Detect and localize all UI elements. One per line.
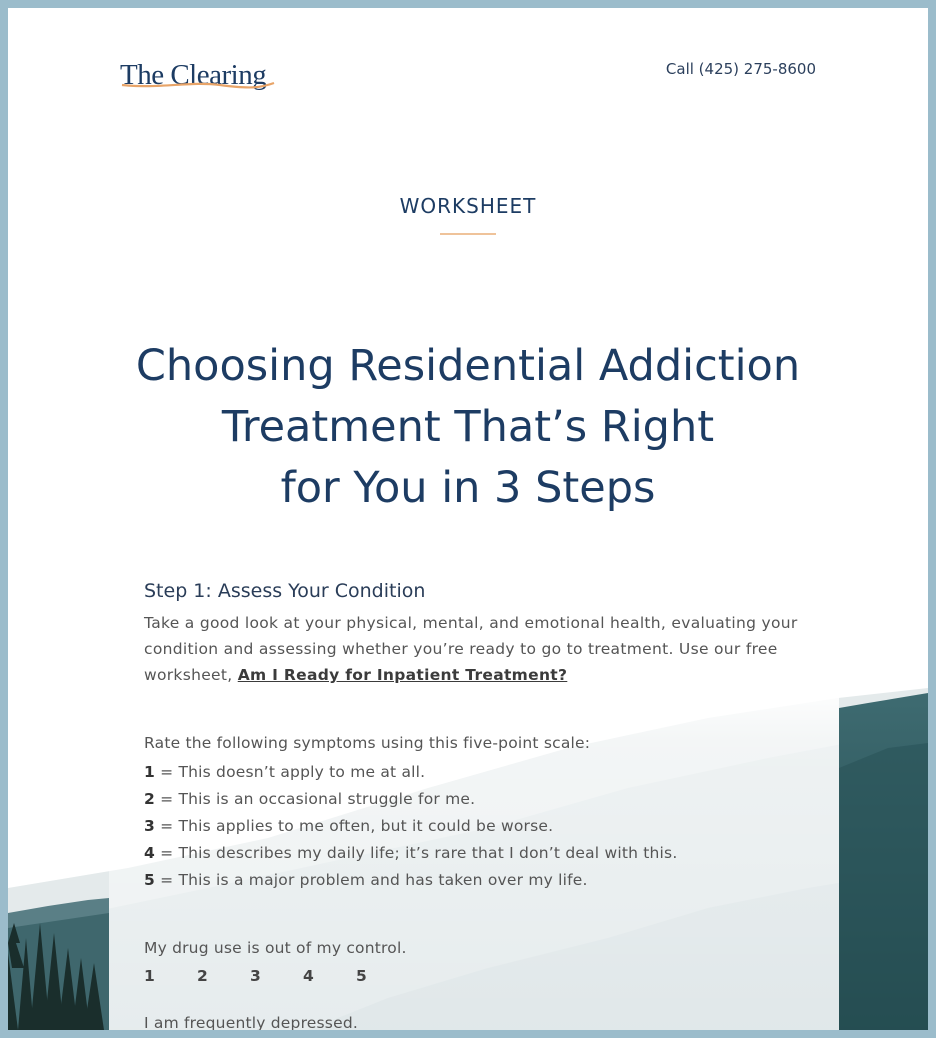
scale-description: = This is a major problem and has taken over my life.: [155, 871, 588, 889]
scale-item: [144, 840, 677, 867]
scale-number: 2: [144, 790, 155, 808]
the-clearing-logo[interactable]: [120, 50, 266, 90]
rating-scale-list: [144, 759, 677, 894]
question-drug-use: My drug use is out of my control.: [144, 939, 407, 957]
scale-number: 3: [144, 817, 155, 835]
title-line-3: for You in 3 Steps: [280, 463, 656, 513]
logo-swoosh-icon: [120, 80, 276, 90]
scale-number: 4: [144, 844, 155, 862]
scale-description: = This describes my daily life; it’s rare that I don’t deal with this.: [155, 844, 678, 862]
title-line-1: Choosing Residential Addiction: [135, 341, 801, 391]
worksheet-page: [8, 8, 928, 1030]
scale-description: = This doesn’t apply to me at all.: [155, 763, 426, 781]
scale-number: 5: [144, 871, 155, 889]
phone-number-link[interactable]: Call (425) 275-8600: [665, 60, 816, 78]
rating-options: [144, 967, 409, 985]
scale-item: [144, 786, 677, 813]
worksheet-label: WORKSHEET: [399, 194, 537, 218]
scale-item: [144, 867, 677, 894]
page-title: [8, 336, 928, 519]
title-line-2: Treatment That’s Right: [221, 402, 715, 452]
eyebrow-divider: [440, 233, 496, 235]
scale-intro: Rate the following symptoms using this five-point scale:: [144, 734, 591, 752]
step-1-heading: Step 1: Assess Your Condition: [144, 580, 426, 602]
rating-option-3[interactable]: 3: [250, 967, 261, 985]
step-1-paragraph: [144, 610, 824, 688]
scale-description: = This applies to me often, but it could be worse.: [155, 817, 554, 835]
rating-option-1[interactable]: 1: [144, 967, 155, 985]
question-depressed: I am frequently depressed.: [144, 1014, 358, 1030]
logo-text: The Clearing: [120, 59, 267, 91]
inpatient-worksheet-link[interactable]: Am I Ready for Inpatient Treatment?: [237, 666, 568, 684]
scale-description: = This is an occasional struggle for me.: [155, 790, 476, 808]
scale-number: 1: [144, 763, 155, 781]
step-1-text: Take a good look at your physical, mental, and emotional health, evaluating your condition and assessing whether you’re ready to go to treatment. Use our free worksheet,: [144, 614, 798, 684]
rating-option-5[interactable]: 5: [356, 967, 367, 985]
scale-item: [144, 759, 677, 786]
rating-option-4[interactable]: 4: [303, 967, 314, 985]
scale-item: [144, 813, 677, 840]
rating-option-2[interactable]: 2: [197, 967, 208, 985]
